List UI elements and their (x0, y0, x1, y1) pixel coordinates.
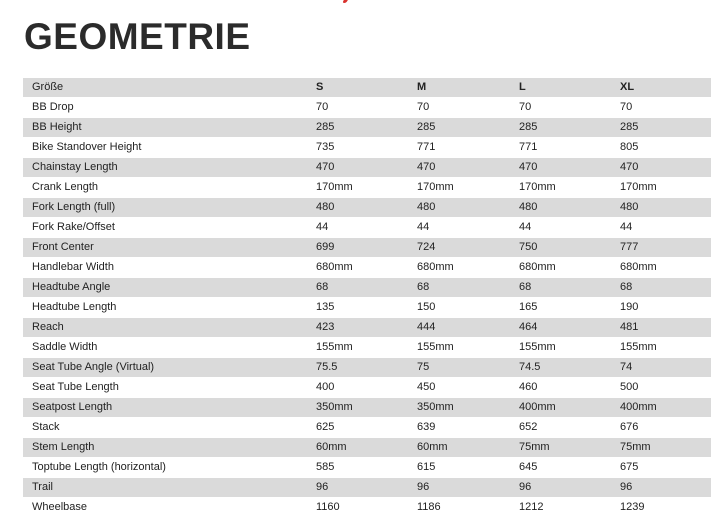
cell-xl: 805 (611, 138, 711, 158)
cell-xl: 480 (611, 198, 711, 218)
table-row (23, 218, 711, 238)
cell-m: 444 (408, 318, 510, 338)
cell-xl: 400mm (611, 398, 711, 418)
row-label: Headtube Angle (23, 278, 307, 298)
table-row (23, 438, 711, 458)
cell-l: 96 (510, 478, 611, 498)
row-label: Stem Length (23, 438, 307, 458)
table-row (23, 478, 711, 498)
cell-l: 652 (510, 418, 611, 438)
row-label: Front Center (23, 238, 307, 258)
cell-xl: 676 (611, 418, 711, 438)
row-label: Headtube Length (23, 298, 307, 318)
cell-s: 1160 (307, 498, 408, 512)
table-row (23, 298, 711, 318)
cell-m: 771 (408, 138, 510, 158)
cell-xl: 1239 (611, 498, 711, 512)
cell-m: 615 (408, 458, 510, 478)
cell-m: 70 (408, 98, 510, 118)
cell-xl: 70 (611, 98, 711, 118)
cell-s: 585 (307, 458, 408, 478)
row-label: Crank Length (23, 178, 307, 198)
cell-m: 450 (408, 378, 510, 398)
cell-s: 60mm (307, 438, 408, 458)
cell-m: 285 (408, 118, 510, 138)
header-size-m: M (408, 78, 510, 98)
cell-l: 470 (510, 158, 611, 178)
table-row (23, 418, 711, 438)
cell-l: 74.5 (510, 358, 611, 378)
table-row (23, 118, 711, 138)
cell-s: 680mm (307, 258, 408, 278)
table-row (23, 178, 711, 198)
row-label: Fork Length (full) (23, 198, 307, 218)
table-row (23, 158, 711, 178)
row-label: Trail (23, 478, 307, 498)
cell-l: 170mm (510, 178, 611, 198)
cell-l: 460 (510, 378, 611, 398)
cell-xl: 96 (611, 478, 711, 498)
cell-xl: 500 (611, 378, 711, 398)
cell-l: 285 (510, 118, 611, 138)
row-label: Reach (23, 318, 307, 338)
cell-m: 170mm (408, 178, 510, 198)
header-size-xl: XL (611, 78, 711, 98)
cell-l: 165 (510, 298, 611, 318)
cell-s: 135 (307, 298, 408, 318)
row-label: Saddle Width (23, 338, 307, 358)
cell-l: 1212 (510, 498, 611, 512)
cell-m: 60mm (408, 438, 510, 458)
cell-xl: 285 (611, 118, 711, 138)
cell-m: 480 (408, 198, 510, 218)
header-size-l: L (510, 78, 611, 98)
cell-l: 480 (510, 198, 611, 218)
header-size-s: S (307, 78, 408, 98)
row-label: Bike Standover Height (23, 138, 307, 158)
cell-m: 68 (408, 278, 510, 298)
table-row (23, 498, 711, 512)
cell-l: 680mm (510, 258, 611, 278)
cell-s: 625 (307, 418, 408, 438)
cell-s: 423 (307, 318, 408, 338)
cell-xl: 470 (611, 158, 711, 178)
cell-l: 75mm (510, 438, 611, 458)
cell-xl: 68 (611, 278, 711, 298)
cell-xl: 481 (611, 318, 711, 338)
row-label: Toptube Length (horizontal) (23, 458, 307, 478)
row-label: Wheelbase (23, 498, 307, 512)
row-label: Seat Tube Angle (Virtual) (23, 358, 307, 378)
row-label: BB Drop (23, 98, 307, 118)
table-row (23, 458, 711, 478)
cell-xl: 190 (611, 298, 711, 318)
table-header-row (23, 78, 711, 98)
cell-m: 150 (408, 298, 510, 318)
red-accent-mark (342, 0, 348, 3)
cell-s: 400 (307, 378, 408, 398)
row-label: Seatpost Length (23, 398, 307, 418)
cell-l: 44 (510, 218, 611, 238)
cell-s: 285 (307, 118, 408, 138)
cell-s: 470 (307, 158, 408, 178)
cell-xl: 44 (611, 218, 711, 238)
cell-s: 44 (307, 218, 408, 238)
table-row (23, 358, 711, 378)
cell-m: 75 (408, 358, 510, 378)
cell-m: 470 (408, 158, 510, 178)
cell-s: 170mm (307, 178, 408, 198)
table-row (23, 198, 711, 218)
cell-m: 155mm (408, 338, 510, 358)
cell-s: 68 (307, 278, 408, 298)
cell-m: 724 (408, 238, 510, 258)
cell-l: 400mm (510, 398, 611, 418)
cell-m: 96 (408, 478, 510, 498)
table-row (23, 258, 711, 278)
cell-s: 96 (307, 478, 408, 498)
cell-s: 70 (307, 98, 408, 118)
row-label: BB Height (23, 118, 307, 138)
cell-l: 645 (510, 458, 611, 478)
table-row (23, 318, 711, 338)
cell-xl: 777 (611, 238, 711, 258)
cell-s: 699 (307, 238, 408, 258)
cell-m: 639 (408, 418, 510, 438)
cell-xl: 155mm (611, 338, 711, 358)
row-label: Chainstay Length (23, 158, 307, 178)
table-row (23, 278, 711, 298)
cell-xl: 170mm (611, 178, 711, 198)
cell-l: 68 (510, 278, 611, 298)
table-row (23, 398, 711, 418)
row-label: Fork Rake/Offset (23, 218, 307, 238)
table-row (23, 138, 711, 158)
row-label: Stack (23, 418, 307, 438)
cell-l: 155mm (510, 338, 611, 358)
cell-m: 44 (408, 218, 510, 238)
geometry-table (23, 78, 711, 512)
table-row (23, 378, 711, 398)
page-title: GEOMETRIE (24, 16, 251, 57)
row-label: Handlebar Width (23, 258, 307, 278)
table-row (23, 338, 711, 358)
cell-xl: 74 (611, 358, 711, 378)
cell-l: 70 (510, 98, 611, 118)
row-label: Seat Tube Length (23, 378, 307, 398)
cell-s: 735 (307, 138, 408, 158)
header-size-label: Größe (23, 78, 307, 98)
cell-s: 480 (307, 198, 408, 218)
cell-xl: 680mm (611, 258, 711, 278)
cell-l: 464 (510, 318, 611, 338)
cell-m: 1186 (408, 498, 510, 512)
cell-l: 771 (510, 138, 611, 158)
cell-l: 750 (510, 238, 611, 258)
cell-xl: 75mm (611, 438, 711, 458)
cell-s: 350mm (307, 398, 408, 418)
cell-s: 75.5 (307, 358, 408, 378)
cell-xl: 675 (611, 458, 711, 478)
cell-m: 680mm (408, 258, 510, 278)
cell-m: 350mm (408, 398, 510, 418)
table-row (23, 98, 711, 118)
table-row (23, 238, 711, 258)
cell-s: 155mm (307, 338, 408, 358)
